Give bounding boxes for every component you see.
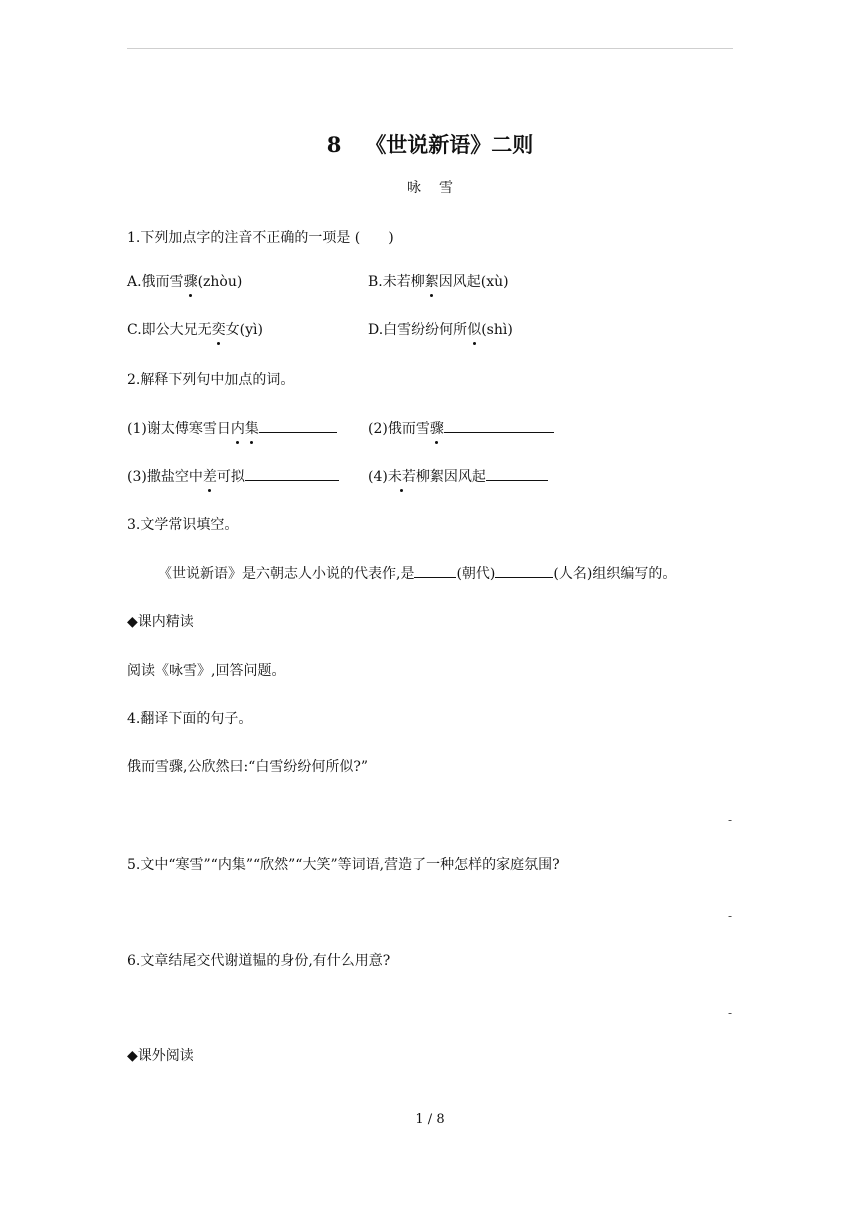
q2-4-text: (4): [368, 469, 388, 485]
q5-stem: 5.文中“寒雪”“内集”“欣然”“大笑”等词语,营造了一种怎样的家庭氛围?: [127, 857, 560, 873]
q4-sentence: 俄而雪骤,公欣然曰:“白雪纷纷何所似?”: [127, 759, 368, 775]
q1-a-text: A.俄而雪: [127, 274, 184, 290]
q2-item-3: [127, 466, 339, 487]
q4-stem: 4.翻译下面的句子。: [127, 711, 253, 727]
q1-c-text: C.即公大兄无: [127, 322, 212, 338]
q2-2-dotted: 骤: [429, 421, 444, 437]
reading-instruction: 阅读《咏雪》,回答问题。: [127, 663, 286, 679]
section-extracurricular-reading: ◆课外阅读: [127, 1048, 194, 1064]
q2-item-1: [127, 418, 337, 439]
q2-1-text: (1)谢太傅寒雪日: [127, 421, 231, 437]
q2-1-answer-blank[interactable]: [259, 418, 337, 433]
q3-person-blank[interactable]: [495, 563, 553, 578]
q1-b-text: B.未若柳: [368, 274, 425, 290]
q1-b-dotted: 絮: [424, 274, 439, 290]
q2-4-answer-blank[interactable]: [486, 466, 548, 481]
q1-b-pinyin: 因风起(xù): [438, 274, 509, 290]
q1-option-d: [368, 320, 513, 340]
q2-item-4: [368, 466, 548, 487]
section-in-class-reading: ◆课内精读: [127, 614, 194, 630]
q2-1-dotted-2: 集: [244, 421, 259, 437]
q6-stem: 6.文章结尾交代谢道韫的身份,有什么用意?: [127, 953, 391, 969]
q4-answer-line-mark[interactable]: -: [728, 813, 733, 827]
passage-subtitle: [0, 178, 860, 198]
q2-2-answer-blank[interactable]: [444, 418, 554, 433]
q2-3-answer-blank[interactable]: [245, 466, 339, 481]
q1-c-pinyin: 女(yì): [225, 322, 263, 338]
q5-answer-line-mark[interactable]: -: [728, 909, 733, 923]
page-indicator: 1 / 8: [415, 1112, 445, 1127]
q3-stem: 3.文学常识填空。: [127, 517, 239, 533]
subtitle-char-1: 咏: [407, 180, 421, 196]
q2-4-text-end: 柳絮因风起: [415, 469, 486, 485]
q1-d-pinyin: (shì): [481, 322, 513, 338]
q3-dynasty-blank[interactable]: [414, 563, 456, 578]
q2-1-dotted-1: 内: [230, 421, 245, 437]
q2-4-dotted: 未若: [387, 469, 416, 485]
q2-stem: 2.解释下列句中加点的词。: [127, 372, 295, 388]
q1-option-a: [127, 272, 242, 292]
q1-option-c: [127, 320, 263, 340]
q1-d-text: D.白雪纷纷何所: [368, 322, 468, 338]
q3-fill-sentence: [158, 563, 676, 584]
q2-item-2: [368, 418, 554, 439]
lesson-number: 8: [326, 132, 342, 157]
lesson-title: [0, 130, 860, 160]
q6-answer-line-mark[interactable]: -: [728, 1006, 733, 1020]
q1-c-dotted: 奕: [211, 322, 226, 338]
header-rule: [127, 48, 733, 49]
q1-a-pinyin: (zhòu): [197, 274, 243, 290]
subtitle-char-2: 雪: [439, 180, 453, 196]
q2-3-dotted: 差: [202, 469, 217, 485]
q1-option-b: [368, 272, 509, 292]
q1-a-dotted: 骤: [183, 274, 198, 290]
q3-text-3: (人名)组织编写的。: [553, 566, 677, 582]
q1-stem: 1.下列加点字的注音不正确的一项是 ( ): [127, 230, 394, 246]
lesson-title-text: 《世说新语》二则: [365, 133, 534, 157]
q1-d-dotted: 似: [467, 322, 482, 338]
q3-text-1: 《世说新语》是六朝志人小说的代表作,是: [158, 566, 415, 582]
q2-3-text: (3)撒盐空中: [127, 469, 203, 485]
q2-2-text: (2)俄而雪: [368, 421, 430, 437]
q2-3-text-end: 可拟: [216, 469, 245, 485]
q3-text-2: (朝代): [456, 566, 496, 582]
